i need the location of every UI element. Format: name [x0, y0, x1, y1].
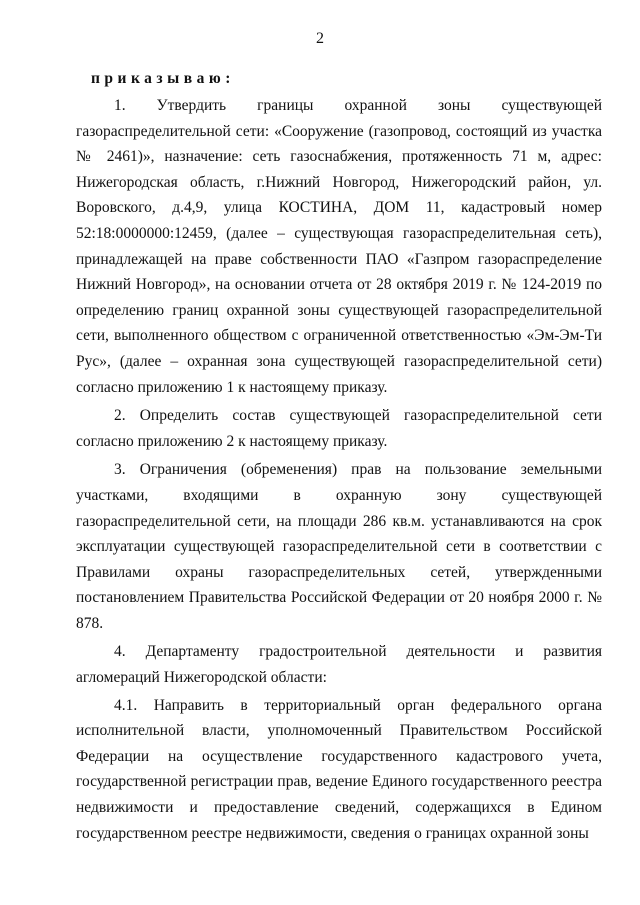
paragraph-4-1-send-information: 4.1. Направить в территориальный орган федерального органа исполнительной власти, уполномоченный Правительством Российской Федерации на осуществление государственного кадастрового учета, государственной регистрации прав, ведение Единого государственного реестра недвижимости и предоставление сведений, содержащихся в Едином государственном реестре недвижимости, сведения о границах охранной зоны [76, 696, 602, 842]
paragraph-4-department-instructions: 4. Департаменту градостроительной деятельности и развития агломераций Нижегородской области: [76, 643, 602, 687]
paragraph-2-network-composition: 2. Определить состав существующей газораспределительной сети согласно приложению 2 к настоящему приказу. [76, 407, 602, 450]
order-heading: приказываю: [91, 70, 235, 87]
paragraph-1-approve-boundaries: 1. Утвердить границы охранной зоны существующей газораспределительной сети: «Сооружение (газопровод, состоящий из участка № 2461)», назначение: сеть газоснабжения, протяженность 71 м, адрес: Нижегородская область, г.Нижний Новгород, Нижегородский район, ул. Воровского, д.4,9, улица КОСТИНА, ДОМ 11, кадастровый номер 52:18:0000000:12459, (далее – существующая газораспределительная сеть), принадлежащей на праве собственности ПАО «Газпром газораспределение Нижний Новгород», на основании отчета от 28 октября 2019 г. № 124-2019 по определению границ охранной зоны существующей газораспределительной сети, выполненного обществом с ограниченной ответственностью «Эм-Эм-Ти Рус», (далее – охранная зона существующей газораспределительной сети) согласно приложению 1 к настоящему приказу. [76, 97, 602, 396]
paragraph-3-restrictions: 3. Ограничения (обременения) прав на пользование земельными участками, входящими в охранную зону существующей газораспределительной сети, на площади 286 кв.м. устанавливаются на срок эксплуатации существующей газораспределительной сети в соответствии с Правилами охраны газораспределительных сетей, утвержденными постановлением Правительства Российской Федерации от 20 ноября 2000 г. № 878. [76, 461, 602, 632]
document-body [76, 67, 602, 849]
page-number: 2 [316, 30, 324, 47]
